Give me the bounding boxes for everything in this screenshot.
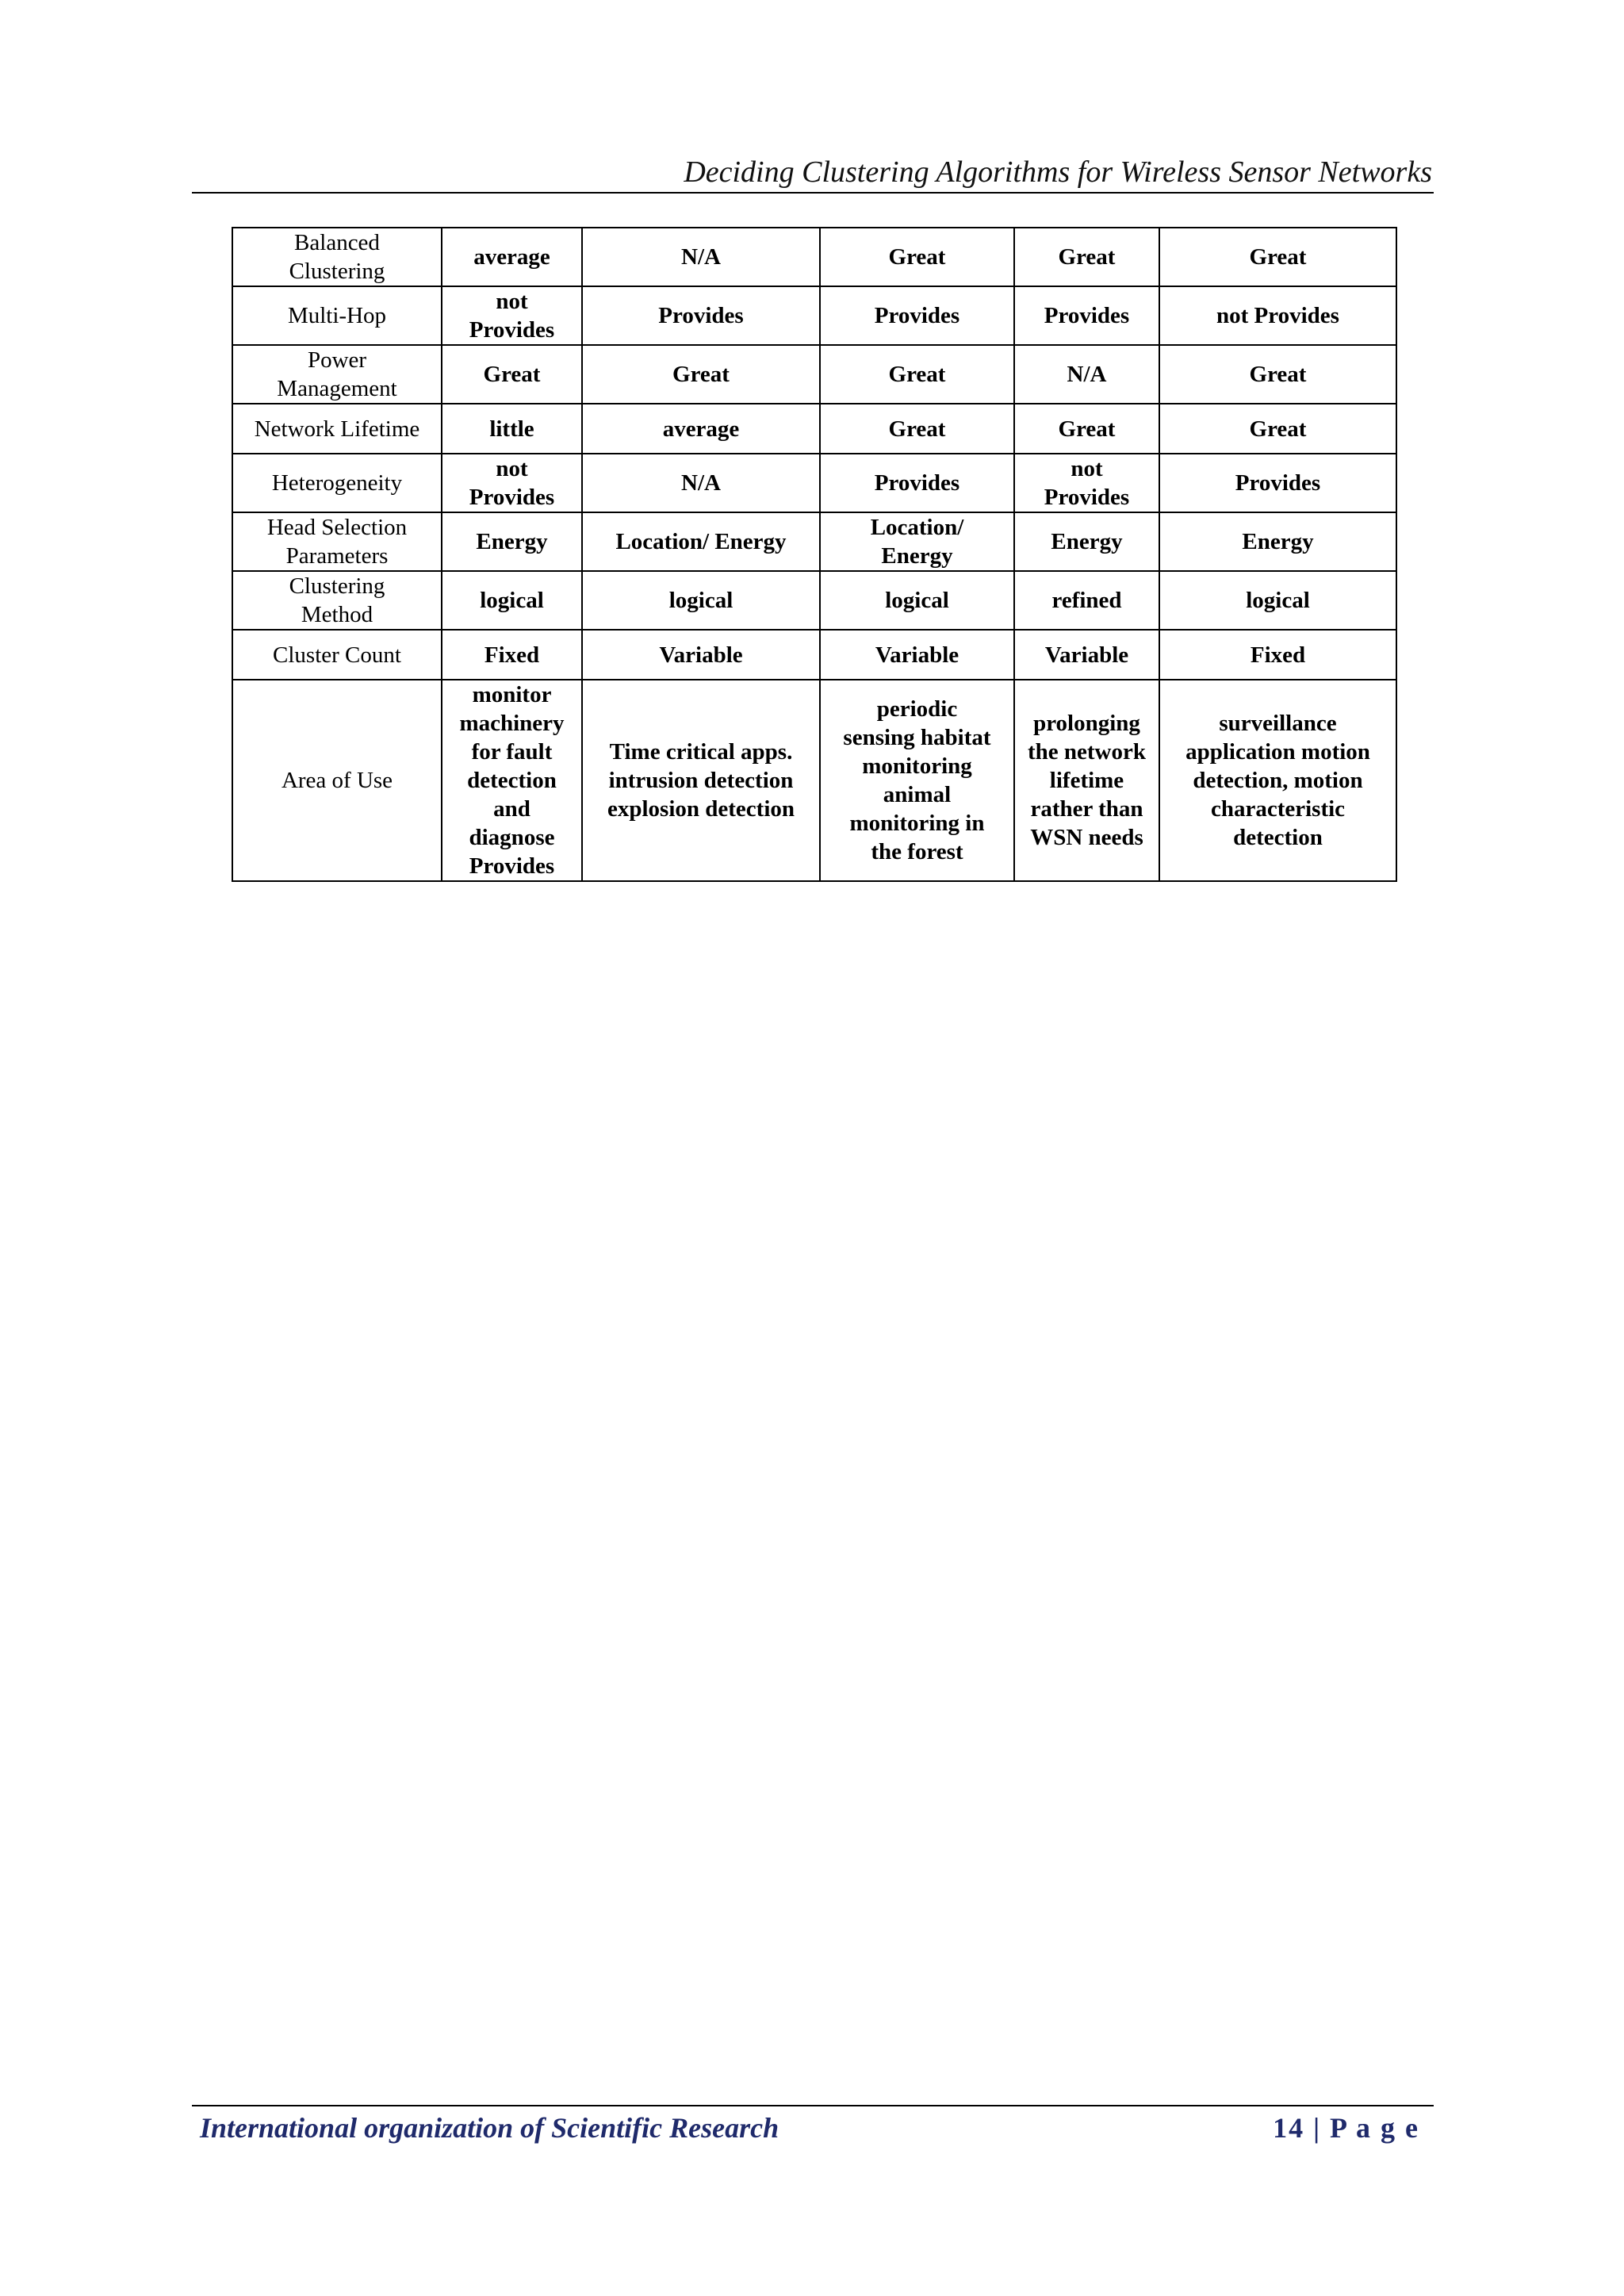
table-row [232, 404, 1396, 454]
table-cell: logical [820, 571, 1014, 630]
table-cell: Provides [1014, 286, 1159, 345]
comparison-table [232, 227, 1397, 882]
table-cell: Great [1159, 345, 1396, 404]
table-row [232, 630, 1396, 680]
table-cell: Great [1159, 404, 1396, 454]
table-cell: not Provides [442, 286, 582, 345]
table-row [232, 571, 1396, 630]
row-parameter: Head Selection Parameters [232, 512, 442, 571]
running-header: Deciding Clustering Algorithms for Wireless Sensor Networks [684, 155, 1432, 189]
table-cell: N/A [582, 228, 820, 286]
table-cell: Great [582, 345, 820, 404]
row-parameter: Power Management [232, 345, 442, 404]
table-cell: Provides [820, 286, 1014, 345]
table-cell: Location/ Energy [582, 512, 820, 571]
table-cell: average [442, 228, 582, 286]
table-cell: Great [1014, 404, 1159, 454]
table-cell: Variable [1014, 630, 1159, 680]
table-row [232, 512, 1396, 571]
table-cell: periodic sensing habitat monitoring animal monitoring in the forest [820, 680, 1014, 881]
row-parameter: Balanced Clustering [232, 228, 442, 286]
row-parameter: Heterogeneity [232, 454, 442, 512]
page-number: 14 | P a g e [1273, 2112, 1419, 2144]
table-row [232, 680, 1396, 881]
footer-divider [192, 2105, 1434, 2106]
table-cell: monitor machinery for fault detection and diagnose Provides [442, 680, 582, 881]
row-parameter: Multi-Hop [232, 286, 442, 345]
table-cell: Great [820, 404, 1014, 454]
table-cell: Great [1159, 228, 1396, 286]
table-cell: Energy [1014, 512, 1159, 571]
row-parameter: Cluster Count [232, 630, 442, 680]
table-cell: little [442, 404, 582, 454]
footer-organization: International organization of Scientific Research [200, 2112, 779, 2144]
table-cell: refined [1014, 571, 1159, 630]
table-cell: Great [820, 228, 1014, 286]
table-cell: Variable [582, 630, 820, 680]
table-row [232, 345, 1396, 404]
table-row [232, 228, 1396, 286]
table-cell: not Provides [1159, 286, 1396, 345]
table-cell: Time critical apps. intrusion detection explosion detection [582, 680, 820, 881]
table-cell: Energy [1159, 512, 1396, 571]
table-cell: N/A [1014, 345, 1159, 404]
table-cell: Energy [442, 512, 582, 571]
table-cell: Location/ Energy [820, 512, 1014, 571]
table-cell: Fixed [1159, 630, 1396, 680]
table-cell: Variable [820, 630, 1014, 680]
table-cell: not Provides [442, 454, 582, 512]
table-cell: Provides [1159, 454, 1396, 512]
header-divider [192, 192, 1434, 194]
row-parameter: Network Lifetime [232, 404, 442, 454]
table-cell: prolonging the network lifetime rather than WSN needs [1014, 680, 1159, 881]
table-cell: average [582, 404, 820, 454]
table-cell: Provides [820, 454, 1014, 512]
table-cell: logical [1159, 571, 1396, 630]
table-cell: Great [442, 345, 582, 404]
table-cell: logical [442, 571, 582, 630]
table-cell: N/A [582, 454, 820, 512]
table-row [232, 454, 1396, 512]
row-parameter: Area of Use [232, 680, 442, 881]
table-cell: logical [582, 571, 820, 630]
table-cell: Great [1014, 228, 1159, 286]
table-cell: Provides [582, 286, 820, 345]
table-cell: Fixed [442, 630, 582, 680]
table-cell: surveillance application motion detection, motion characteristic detection [1159, 680, 1396, 881]
table-cell: not Provides [1014, 454, 1159, 512]
row-parameter: Clustering Method [232, 571, 442, 630]
table-cell: Great [820, 345, 1014, 404]
table-row [232, 286, 1396, 345]
